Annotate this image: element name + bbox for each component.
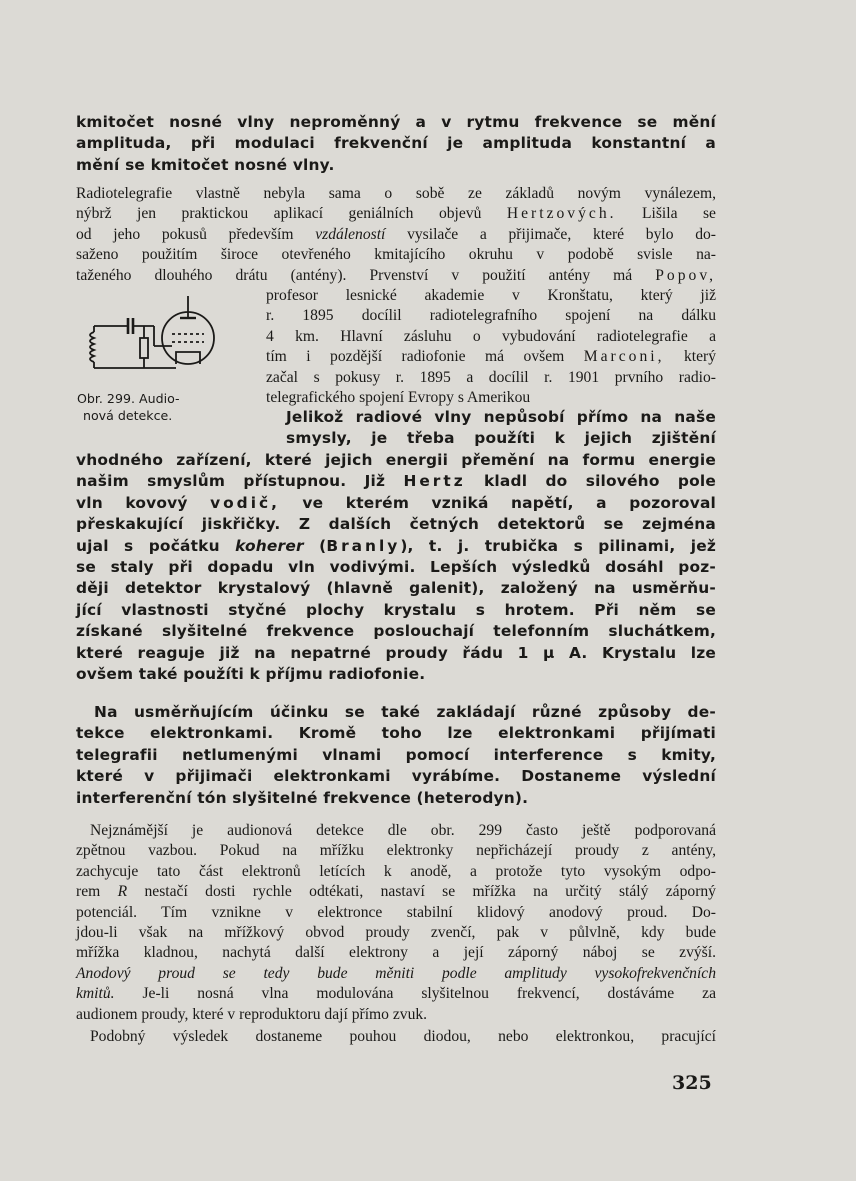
text-line: se staly při dopadu vln vodivými. Lepších výsledků dosáhl poz- <box>76 558 716 577</box>
text-line: saženo použitím široce otevřeného kmitajícího okruhu v podobě svisle na- <box>76 246 716 264</box>
text-line: získané slyšitelné frekvence poslouchají telefonním sluchátkem, <box>76 622 716 641</box>
text-line: ujal s počátku koherer (Branly), t. j. trubička s pilinami, jež <box>76 536 717 555</box>
name-popov: Popov, <box>655 266 716 284</box>
paragraph-6 <box>76 1027 716 1047</box>
paragraph-2 <box>76 184 716 286</box>
text-line: začal s pokusy r. 1895 a docílil r. 1901 prvního radio- <box>266 368 716 386</box>
text-line: smysly, je třeba použíti k jejich zjištění <box>286 429 716 448</box>
text-line: telegrafického spojení Evropy s Amerikou <box>266 389 531 407</box>
text-line: kmitů. Je-li nosná vlna modulována slyšitelnou frekvencí, dostáváme za <box>76 985 716 1003</box>
text-line: jící vlastnosti styčné plochy krystalu s hrotem. Při něm se <box>76 600 716 619</box>
text-line: ději detektor krystalový (hlavně galenit), založený na usměrňu- <box>76 579 716 598</box>
caption-line: nová detekce. <box>83 408 173 423</box>
name-hertz: Hertz <box>403 472 466 491</box>
paragraph-1 <box>76 112 716 176</box>
paragraph-2-wrapped <box>266 286 716 408</box>
text-line: od jeho pokusů především vzdáleností vysilače a přijimače, které bylo do- <box>76 225 716 243</box>
caption-line: Obr. 299. Audio- <box>77 391 180 406</box>
paragraph-4 <box>76 702 716 809</box>
text-line: vhodného zařízení, které jejich energii přemění na formu energie <box>76 451 716 469</box>
text-line: amplituda, při modulaci frekvenční je amplituda konstantní a <box>76 134 716 153</box>
text-line: které reaguje již na nepatrné proudy řádu 1 μ A. Krystalu lze <box>76 643 716 662</box>
text-line: Nejznámější je audionová detekce dle obr. 299 často ještě podporovaná <box>90 822 716 839</box>
text-line: mění se kmitočet nosné vlny. <box>76 155 335 174</box>
text-line: r. 1895 docílil radiotelegrafního spojení na dálku <box>266 307 716 325</box>
circuit-icon <box>76 296 266 386</box>
text-line: které v přijimači elektronkami vyrábíme. Dostaneme výslední <box>76 767 716 786</box>
text-line: přeskakující jiskřičky. Z dalších četných detektorů se zejména <box>76 515 716 534</box>
text-line: potenciál. Tím vznikne v elektronce stabilní klidový anodový proud. Do- <box>76 903 716 921</box>
text-line: tekce elektronkami. Kromě toho lze elektronkami přijímati <box>76 724 716 743</box>
text-line: telegrafii netlumenými vlnami pomocí interference s kmity, <box>76 745 716 764</box>
name-hertz: Hertzových. <box>506 205 617 223</box>
text-line: mřížka kladnou, nachytá další elektrony a její záporný náboj se zvýší. <box>76 944 716 962</box>
text-line: Anodový proud se tedy bude měniti podle amplitudy vysokofrekvenčních <box>76 964 716 982</box>
text-line: audionem proudy, které v reproduktoru dají přímo zvuk. <box>76 1005 428 1023</box>
text-line: Na usměrňujícím účinku se také zakládají různé způsoby de- <box>94 703 716 721</box>
text-line: tím i pozdější radiofonie má ovšem Marconi, který <box>266 348 716 366</box>
text-line: našim smyslům přístupnou. Již Hertz kladl do silového pole <box>76 472 716 491</box>
paragraph-3 <box>286 407 716 450</box>
text-line: Jelikož radiové vlny nepůsobí přímo na naše <box>286 408 716 426</box>
paragraph-3-cont <box>76 450 716 685</box>
name-branly: Branly <box>326 536 401 555</box>
text-line: profesor lesnické akademie v Kronštatu, který již <box>266 287 716 304</box>
text-line: ovšem také použíti k příjmu radiofonie. <box>76 665 426 684</box>
text-line: vln kovový vodič, ve kterém vzniká napětí, a pozoroval <box>76 493 717 512</box>
text-line: zachycuje tato část elektronů letících k anodě, a protože tyto vysokým odpo- <box>76 862 716 880</box>
text-line: zpětnou vazbou. Pokud na mřížku elektronky nepřicházejí proudy z antény, <box>76 842 716 860</box>
text-line: Radiotelegrafie vlastně nebyla sama o sobě ze základů novým vynálezem, <box>76 185 716 202</box>
text-line: taženého dlouhého drátu (antény). Prvenství v použití antény má Popov, <box>76 266 716 284</box>
text-line: kmitočet nosné vlny neproměnný a v rytmu frekvence se mění <box>76 113 716 131</box>
text-line: rem R nestačí dosti rychle odtékati, nastaví se mřížka na určitý stálý záporný <box>76 883 716 901</box>
paragraph-5 <box>76 821 716 1025</box>
page-number: 325 <box>672 1072 712 1094</box>
text-line: jdou-li však na mřížkový obvod proudy zvenčí, pak v půlvlně, kdy bude <box>76 924 716 942</box>
text-line: Podobný výsledek dostaneme pouhou diodou, nebo elektronkou, pracující <box>90 1028 716 1045</box>
name-marconi: Marconi, <box>583 348 665 366</box>
text-line: interferenční tón slyšitelné frekvence (heterodyn). <box>76 788 529 807</box>
text-line: nýbrž jen praktickou aplikací geniálních objevů Hertzových. Lišila se <box>76 205 716 223</box>
text-line: 4 km. Hlavní zásluhu o vybudování radiotelegrafie a <box>266 327 716 345</box>
figure-caption <box>77 390 257 424</box>
